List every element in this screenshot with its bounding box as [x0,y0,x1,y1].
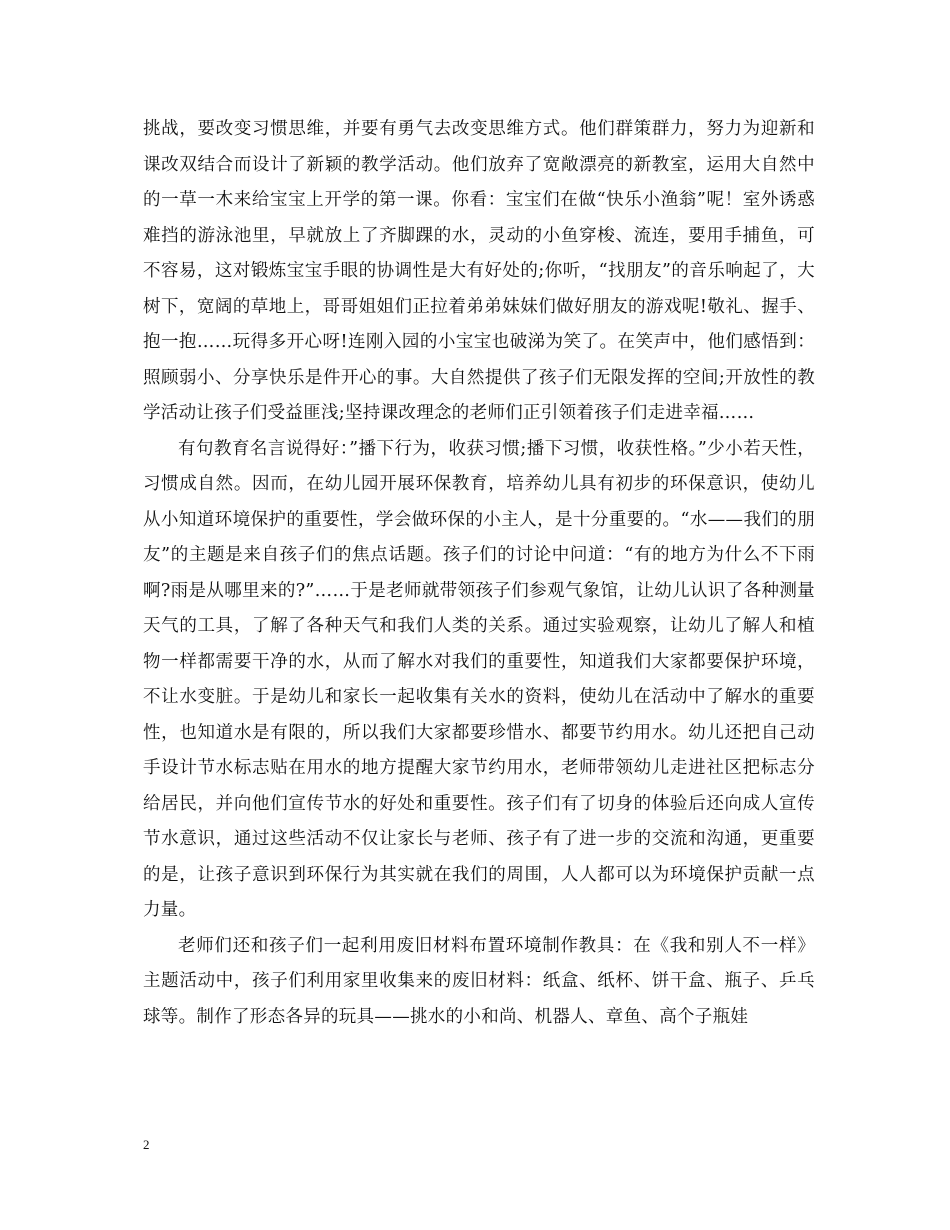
paragraph-2: 有句教育名言说得好：”播下行为，收获习惯;播下习惯，收获性格。”少小若天性，习惯成自然。因而，在幼儿园开展环保教育，培养幼儿具有初步的环保意识，使幼儿从小知道环境保护的重要性，学会做环保的小主人，是十分重要的。“水——我们的朋友”的主题是来自孩子们的焦点话题。孩子们的讨论中问道：“有的地方为什么不下雨啊?雨是从哪里来的?”……于是老师就带领孩子们参观气象馆，让幼儿认识了各种测量天气的工具，了解了各种天气和我们人类的关系。通过实验观察，让幼儿了解人和植物一样都需要干净的水，从而了解水对我们的重要性，知道我们大家都要保护环境，不让水变脏。于是幼儿和家长一起收集有关水的资料，使幼儿在活动中了解水的重要性，也知道水是有限的，所以我们大家都要珍惜水、都要节约用水。幼儿还把自己动手设计节水标志贴在用水的地方提醒大家节约用水，老师带领幼儿走进社区把标志分给居民，并向他们宣传节水的好处和重要性。孩子们有了切身的体验后还向成人宣传节水意识，通过这些活动不仅让家长与老师、孩子有了进一步的交流和沟通，更重要的是，让孩子意识到环保行为其实就在我们的周围，人人都可以为环境保护贡献一点力量。 [143,438,815,920]
page-number: 2 [143,1137,150,1152]
paragraph-3: 老师们还和孩子们一起利用废旧材料布置环境制作教具：在《我和别人不一样》主题活动中，孩子们利用家里收集来的废旧材料：纸盒、纸杯、饼干盒、瓶子、乒乓球等。制作了形态各异的玩具——挑水的小和尚、机器人、章鱼、高个子瓶娃 [143,935,815,1027]
paragraph-1: 挑战，要改变习惯思维，并要有勇气去改变思维方式。他们群策群力，努力为迎新和课改双结合而设计了新颖的教学活动。他们放弃了宽敞漂亮的新教室，运用大自然中的一草一木来给宝宝上开学的第一课。你看：宝宝们在做“快乐小渔翁”呢！室外诱惑难挡的游泳池里，早就放上了齐脚踝的水，灵动的小鱼穿梭、流连，要用手捕鱼，可不容易，这对锻炼宝宝手眼的协调性是大有好处的;你听，“找朋友”的音乐响起了，大树下，宽阔的草地上，哥哥姐姐们正拉着弟弟妹妹们做好朋友的游戏呢!敬礼、握手、抱一抱……玩得多开心呀!连刚入园的小宝宝也破涕为笑了。在笑声中，他们感悟到：照顾弱小、分享快乐是件开心的事。大自然提供了孩子们无限发挥的空间;开放性的教学活动让孩子们受益匪浅;坚持课改理念的老师们正引领着孩子们走进幸福…… [143,119,815,423]
document-body [143,112,815,1035]
